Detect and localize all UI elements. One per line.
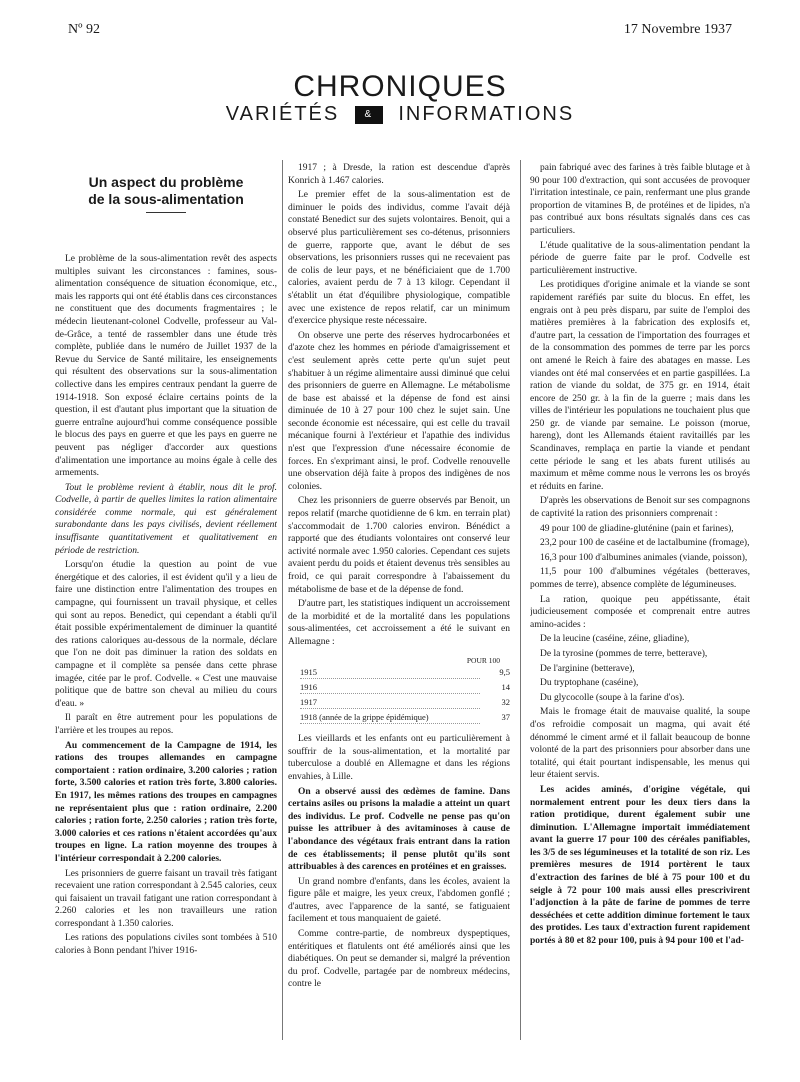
paragraph: Les protidiques d'origine animale et la viande se sont rapidement raréfiés par suite du blocus. En effet, les engrais ont à peu près disparu, par suite de l'emploi des matières premières à la fabrication des explosifs et, d'autre part, la cessation de l'importation des fourrages et de la consommation des pommes de terre par les porcs ont amené le Reich à faire des abatages en masse. Les viandes ont été mal conservées et en partie gaspillées. La ration de viande du soldat, de 375 gr. en 1914, était encore de 250 gr. à la fin de la guerre ; mais dans les villes de l'intérieur les populations ne touchaient plus que 250 gr. de viande par semaine. Le poisson (morue, hareng), dont les Allemands étaient ravitaillés par les Scandinaves, remplaça en partie la viande et pendant cette période le sang et les abats furent utilisés au maximum et même comme nous le verrons les os broyés et réduits en farine. bbox=[530, 280, 750, 492]
issue-date: 17 Novembre 1937 bbox=[623, 22, 732, 37]
column-3 bbox=[530, 162, 750, 1062]
amino-acid-list bbox=[530, 633, 750, 704]
issue-number: Nº 92 bbox=[68, 22, 100, 37]
table-unit: POUR 100 bbox=[466, 655, 500, 665]
table-year: 1917 bbox=[300, 697, 480, 709]
table-row bbox=[300, 682, 510, 697]
paragraph: pain fabriqué avec des farines à très faible blutage et à 90 pour 100 d'extraction, qui sont accusées de provoquer l'irritation intestinale, ce pain, renfermant une plus grande proportion de vitamines B, de protéines et de lipides, n'a pas contribué aux bons résultats signalés dans ces cas particuliers. bbox=[530, 163, 750, 236]
paragraph: Mais le fromage était de mauvaise qualité, la soupe d'os refroidie composait un magma, qui avait été dénommé le ciment armé et il fallait beaucoup de bonne volonté de la part des prisonniers pour absorber dans une totalité, qui était pourtant indispensable, les menus qui leur étaient servis. bbox=[530, 707, 750, 781]
paragraph: L'étude qualitative de la sous-alimentation pendant la période de guerre faite par le prof. Codvelle est particulièrement instructive. bbox=[530, 240, 750, 276]
table-row bbox=[300, 667, 510, 682]
paragraph: Les vieillards et les enfants ont eu particulièrement à souffrir de la sous-alimentation, et la mortalité par tuberculose a doublé en Allemagne et dans les régions envahies, à Lille. bbox=[288, 734, 510, 782]
page-subtitle bbox=[0, 103, 800, 126]
table-year: 1918 (année de la grippe épidémique) bbox=[300, 712, 480, 724]
paragraph: La ration, quoique peu appétissante, était judicieusement composée et comprenait entre autres amino-acides : bbox=[530, 594, 750, 630]
paragraph: On a observé aussi des œdèmes de famine. Dans certains asiles ou prisons la maladie a atteint un quart des individus. Le prof. Codvelle ne pense pas qu'on puisse les attribuer à des avitaminoses à cause de l'abondance des végétaux frais entrant dans la ration de ces établissements; il pense plutôt qu'ils sont attribuables à des carences en protéines et en graisses. bbox=[288, 786, 510, 873]
subtitle-right: INFORMATIONS bbox=[398, 103, 575, 125]
ampersand-logo-icon: & bbox=[355, 106, 383, 124]
paragraph: 16,3 pour 100 d'albumines animales (viande, poisson), bbox=[540, 552, 748, 563]
column-2 bbox=[288, 162, 510, 1062]
list-item: De la leucine (caséine, zéine, gliadine), bbox=[540, 634, 690, 645]
paragraph: Le premier effet de la sous-alimentation est de diminuer le poids des individus, comme l'avait déjà constaté Benedict sur des sujets volontaires. Benoit, qui a observé plus particulièrement ses co-détenus, prisonniers de guerre, rapporte que, avant le début de ses observations, les prisonniers russes qui ne recevaient pas de colis de leur pays, et ne bénéficiaient que de 1.700 calories, avaient perdu de 7 à 13 kilogr. Cependant il s'établit un état d'équilibre physiologique, compatible avec une existence de repos relatif, car un minimum d'exercice physique reste nécessaire. bbox=[288, 190, 510, 327]
subtitle-left: VARIÉTÉS bbox=[225, 103, 340, 125]
paragraph: Les prisonniers de guerre faisant un travail très fatigant recevaient une ration correspondant à 2.545 calories, ceux qui faisaient un travail fatigant une ration correspondant à 2.260 calories et les non travailleurs une ration correspondant à 1.350 calories. bbox=[55, 868, 277, 929]
paragraph: Au commencement de la Campagne de 1914, les rations des troupes allemandes en campagne comportaient : ration ordinaire, 3.200 calories ; ration forte, 3.500 calories et ration très forte, 3.800 calories. En 1917, les mêmes rations des troupes en campagnes ne représentaient plus que : ration ordinaire, 2.200 calories ; ration forte, 2.250 calories ; ration très forte, 3.000 calories et ces rations n'étaient accordées qu'aux troupes en ligne. La ration moyenne des troupes à l'intérieur correspondait à 2.200 calories. bbox=[55, 740, 277, 864]
paragraph: 11,5 pour 100 d'albumines végétales (betteraves, pommes de terre), absence complète de légumineuses. bbox=[530, 567, 750, 590]
page-title: CHRONIQUES bbox=[293, 70, 507, 103]
table-row bbox=[300, 697, 510, 712]
paragraph: Comme contre-partie, de nombreux dyspeptiques, entéritiques et flatulents ont été améliorés ainsi que les diabétiques. On peut se demander si, malgré la prévention du prof. Codvelle, partagée par de nombreux médecins, contre le bbox=[288, 929, 510, 990]
paragraph: Le problème de la sous-alimentation revêt des aspects multiples suivant les circonstances : famines, sous-alimentation conséquence de situation économique, etc., mais les rapports qui ont été établis dans ces circonstances ne constituent que des documents fragmentaires ; le médecin lieutenant-colonel Codvelle, professeur au Val-de-Grâce, a tenté de rassembler dans une étude très complète, publiée dans le numéro de Juillet 1937 de la Revue du Service de Santé militaire, les enseignements qui résultent des observations sur la sous-alimentation collective dans les empires centraux pendant la guerre de 1914-1918. Son exposé éclaire certains points de la question, il est d'autant plus important que la situation de guerre entraîne aujourd'hui comme conséquence possible le blocus des pays en guerre et que les pays en guerre ne peuvent pas négliger d'accorder aux questions d'alimentation une importance au moins égale à celle des armements. bbox=[55, 254, 277, 479]
list-item: De l'arginine (betterave), bbox=[540, 663, 635, 674]
paragraph: D'après les observations de Benoit sur ses compagnons de captivité la ration des prisonniers comprenait : bbox=[530, 496, 750, 520]
article-title-line: Un aspect du problème bbox=[88, 174, 244, 190]
table-value: 9,5 bbox=[499, 667, 510, 678]
column-divider bbox=[282, 160, 283, 1040]
paragraph: On observe une perte des réserves hydrocarbonées et d'azote chez les hommes en période d'amaigrissement et c'est seulement après cette perte qu'un sujet peut s'habituer à un régime alimentaire aussi diminué que celui des prisonniers de guerre en Allemagne. Le métabolisme de base est abaissé et la dépense de fond est ainsi diminuée de 10 à 27 pour 100 chez le sujet sain. Une seconde économie est nécessaire, qui est celle du travail mécanique fourni à l'extérieur et l'apathie des individus n'est que l'expression d'une nécessaire économie de forces. En s'exprimant ainsi, le prof. Codvelle renouvelle une observation déjà faite à propos des indigènes de nos colonies. bbox=[288, 330, 510, 492]
paragraph: Tout le problème revient à établir, nous dit le prof. Codvelle, à partir de quelles limites la ration alimentaire considérée comme normale, qui est généralement surabondante dans les pays civilisés, devient réellement insuffisante quantitativement et qualitativement en période de restriction. bbox=[55, 482, 277, 556]
paragraph: 1917 ; à Dresde, la ration est descendue d'après Konrich à 1.467 calories. bbox=[288, 163, 510, 186]
list-item: De la tyrosine (pommes de terre, betterave), bbox=[540, 648, 708, 659]
paragraph: Les acides aminés, d'origine végétale, qui normalement entrent pour les deux tiers dans la ration protidique, durent également subir une diminution. L'Allemagne importait immédiatement avant la guerre 17 pour 100 des céréales panifiables, les 3/5 de ses légumineuses et la totalité de son riz. Les premières mesures de 1914 portèrent le taux d'extraction des farines de blé à 75 pour 100 et du seigle à 72 pour 100 mais aussi elles prescrivirent l'adjonction à la pâte de farine de pommes de terre desséchées et cette addition diminue fortement le taux des protides. Les taux d'extraction furent rapidement portés à 80 et 82 pour 100, puis à 94 pour 100 et l'ad- bbox=[530, 784, 750, 947]
paragraph: D'autre part, les statistiques indiquent un accroissement de la morbidité et de la mortalité dans les populations sous-alimentées, cet accroissement a été le suivant en Allemagne : bbox=[288, 599, 510, 647]
table-year: 1916 bbox=[300, 682, 480, 694]
table-year: 1915 bbox=[300, 667, 480, 679]
mortality-table bbox=[300, 655, 510, 728]
paragraph: Lorsqu'on étudie la question au point de vue énergétique et des calories, il est évident qu'il y a lieu de faire une distinction entre l'alimentation des troupes en campagne, qui fournissent un travail physique, et celles qui sont au repos. Benedict, qui cependant a établi qu'il était possible expérimentalement de diminuer la quantité des rations caloriques au-dessous de la normale, déclare que l'on ne doit pas diminuer la ration des soldats en campagne et il complète sa pensée dans cette phrase imagée, citée par le prof. Codvelle. « C'est une mauvaise politique que de battre son cheval au milieu du cours d'eau. » bbox=[55, 560, 277, 709]
paragraph: 23,2 pour 100 de caséine et de lactalbumine (fromage), bbox=[540, 538, 750, 549]
list-item: Du glycocolle (soupe à la farine d'os). bbox=[540, 692, 685, 703]
list-item: Du tryptophane (caséine), bbox=[540, 678, 639, 689]
table-value: 32 bbox=[501, 697, 510, 708]
paragraph: 49 pour 100 de gliadine-gluténine (pain et farines), bbox=[540, 523, 734, 534]
paragraph: Les rations des populations civiles sont tombées à 510 calories à Bonn pendant l'hiver 1916- bbox=[55, 933, 277, 957]
column-1 bbox=[55, 162, 277, 1062]
title-rule bbox=[146, 212, 186, 213]
article-title-line: de la sous-alimentation bbox=[88, 191, 244, 207]
table-value: 37 bbox=[501, 712, 510, 723]
paragraph: Il paraît en être autrement pour les populations de l'arrière et les troupes au repos. bbox=[55, 713, 277, 736]
table-value: 14 bbox=[501, 682, 510, 693]
paragraph: Un grand nombre d'enfants, dans les écoles, avaient la figure pâle et maigre, les yeux creux, l'abdomen gonflé ; d'autres, avec l'apparence de la santé, se fatiguaient facilement et tous manquaient de gaieté. bbox=[288, 876, 510, 925]
column-divider bbox=[520, 160, 521, 1040]
paragraph: Chez les prisonniers de guerre observés par Benoit, un repos relatif (marche quotidienne de 6 km. en terrain plat) s'accommodait de 1.700 calories environ. Bénédict a rapporté que des étudiants volontaires ont conservé leur activité normale avec 1.950 calories. Cependant ces sujets avaient perdu du poids et étaient devenus très sensibles au froid, ce qui parait correspondre à l'abaissement du métabolisme de base et de la dépense de fond. bbox=[288, 496, 510, 595]
article-title bbox=[55, 174, 277, 208]
table-row bbox=[300, 712, 510, 727]
